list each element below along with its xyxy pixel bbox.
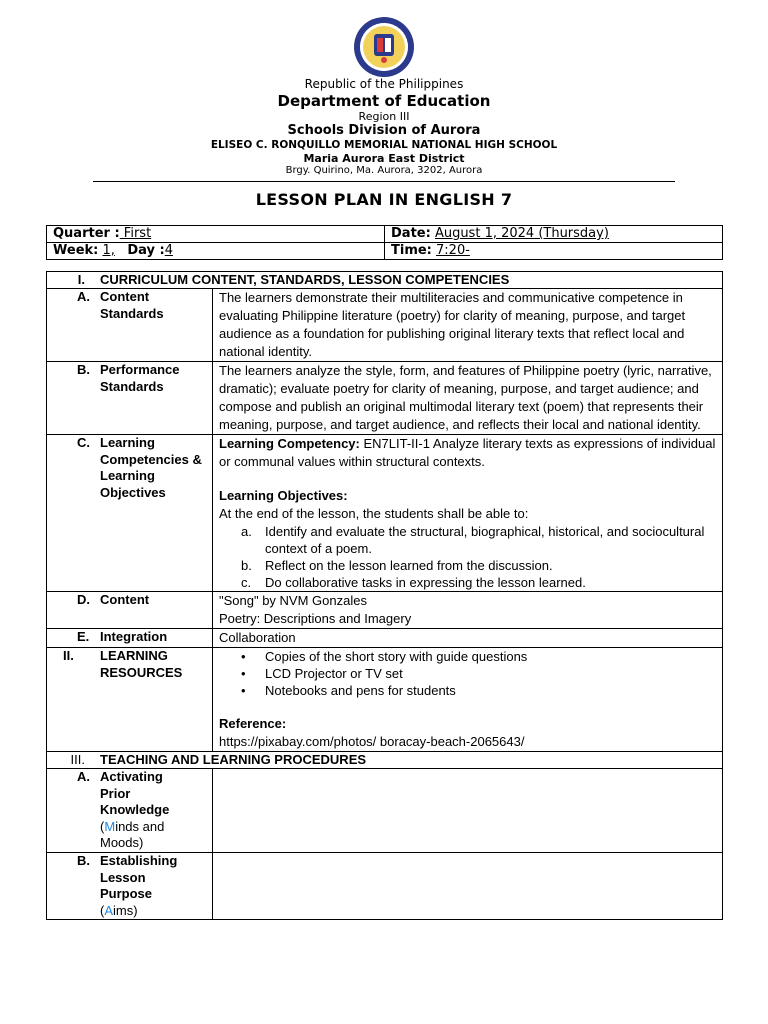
section-2-numeral: II. <box>63 648 74 663</box>
resources-list <box>219 648 718 699</box>
integration-label: Integration <box>100 629 168 644</box>
content-standards-text: The learners demonstrate their multiliteracies and communicative competence in evaluating Philippine literature (poetry) for clarity of meaning, purpose, and target audience as a foundation for publishing original literary texts that reflect local and national identity. <box>219 290 686 359</box>
section-3-numeral: III. <box>70 752 85 767</box>
competency-label: Learning Competency: <box>219 436 360 451</box>
section-1-numeral: I. <box>77 272 85 287</box>
row-letter: A. <box>77 289 90 304</box>
list-item: • Copies of the short story with guide questions <box>241 649 528 664</box>
objectives-list <box>219 523 718 591</box>
activating-prior-knowledge-row <box>47 769 723 853</box>
learning-resources-row <box>47 648 723 752</box>
minds-and-moods-note: (Minds and Moods) <box>100 818 165 850</box>
time-value: 7:20- <box>436 243 470 258</box>
performance-standards-text: The learners analyze the style, form, and features of Philippine poetry (lyric, narrative, dramatic); evaluate poetry for clarity of meaning, purpose, and target audience; and compose and publish an original multimodal literary text (poem) that represents their meaning, purpose, and target audience, and reflects their local and national identity. <box>219 363 712 432</box>
objectives-intro: At the end of the lesson, the students shall be able to: <box>219 506 529 521</box>
date-value: August 1, 2024 (Thursday) <box>434 226 609 241</box>
activating-prior-knowledge-label: Activating Prior Knowledge <box>100 769 170 817</box>
learning-competency <box>219 435 718 471</box>
quarter-label: Quarter : <box>53 226 120 241</box>
content-standards-label: Content Standards <box>100 289 164 321</box>
learning-competencies-row <box>47 435 723 592</box>
day-value: 4 <box>164 243 173 258</box>
reference-url: https://pixabay.com/photos/ boracay-beach-2065643/ <box>219 734 525 749</box>
date-label: Date: <box>391 226 431 241</box>
row-letter: B. <box>77 853 90 868</box>
date-cell <box>385 226 723 243</box>
school-name: ELISEO C. RONQUILLO MEMORIAL NATIONAL HIGH SCHOOL <box>210 139 558 151</box>
objectives-label: Learning Objectives: <box>219 488 348 503</box>
learning-competencies-label: Learning Competencies & Learning Objectives <box>100 435 202 500</box>
row-letter: C. <box>77 435 90 450</box>
content-label: Content <box>100 592 150 607</box>
learning-resources-label: LEARNING RESOURCES <box>100 648 183 680</box>
establishing-lesson-purpose-content <box>213 853 723 920</box>
row-letter: D. <box>77 592 90 607</box>
section-3-header <box>47 752 723 769</box>
establishing-lesson-purpose-row <box>47 853 723 920</box>
row-letter: A. <box>77 769 90 784</box>
week-label: Week: <box>53 243 99 258</box>
quarter-value: First <box>119 226 152 241</box>
list-item: b. Reflect on the lesson learned from the discussion. <box>241 558 553 573</box>
department-name: Department of Education <box>277 92 491 110</box>
time-cell <box>385 243 723 260</box>
republic-line: Republic of the Philippines <box>304 77 464 91</box>
week-day-cell <box>47 243 385 260</box>
list-item: a. Identify and evaluate the structural, biographical, historical, and sociocultural context of a poem. <box>241 524 705 556</box>
content-standards-row <box>47 289 723 362</box>
quarter-cell <box>47 226 385 243</box>
time-label: Time: <box>391 243 432 258</box>
content-line-2: Poetry: Descriptions and Imagery <box>219 611 412 626</box>
aims-note: (Aims) <box>100 902 138 918</box>
header-divider <box>93 181 675 182</box>
lesson-plan-table <box>46 271 723 920</box>
performance-standards-label: Performance Standards <box>100 362 180 394</box>
list-item: • LCD Projector or TV set <box>241 666 403 681</box>
section-1-header <box>47 272 723 289</box>
division-name: Schools Division of Aurora <box>287 123 481 138</box>
school-address: Brgy. Quirino, Ma. Aurora, 3202, Aurora <box>285 165 483 176</box>
deped-seal-icon <box>353 16 415 78</box>
week-value: 1, <box>102 243 115 258</box>
list-item: • Notebooks and pens for students <box>241 683 456 698</box>
competency-text: EN7LIT-II-1 Analyze literary texts as expressions of individual or communal values within structural contexts. <box>219 436 716 469</box>
integration-row <box>47 629 723 648</box>
content-row <box>47 592 723 629</box>
content-line-1: "Song" by NVM Gonzales <box>219 593 367 608</box>
list-item: c. Do collaborative tasks in expressing the lesson learned. <box>241 575 586 590</box>
performance-standards-row <box>47 362 723 435</box>
row-letter: E. <box>77 629 90 644</box>
reference-label: Reference: <box>219 716 287 731</box>
section-1-title: CURRICULUM CONTENT, STANDARDS, LESSON COMPETENCIES <box>100 272 510 287</box>
lesson-info-table <box>46 225 723 260</box>
row-letter: B. <box>77 362 90 377</box>
activating-prior-knowledge-content <box>213 769 723 853</box>
integration-text: Collaboration <box>219 630 296 645</box>
day-label: Day : <box>127 243 165 258</box>
region-line: Region III <box>358 110 410 123</box>
district-name: Maria Aurora East District <box>303 152 465 165</box>
establishing-lesson-purpose-label: Establishing Lesson Purpose <box>100 853 178 901</box>
section-3-title: TEACHING AND LEARNING PROCEDURES <box>100 752 367 767</box>
page-title: LESSON PLAN IN ENGLISH 7 <box>255 190 513 209</box>
